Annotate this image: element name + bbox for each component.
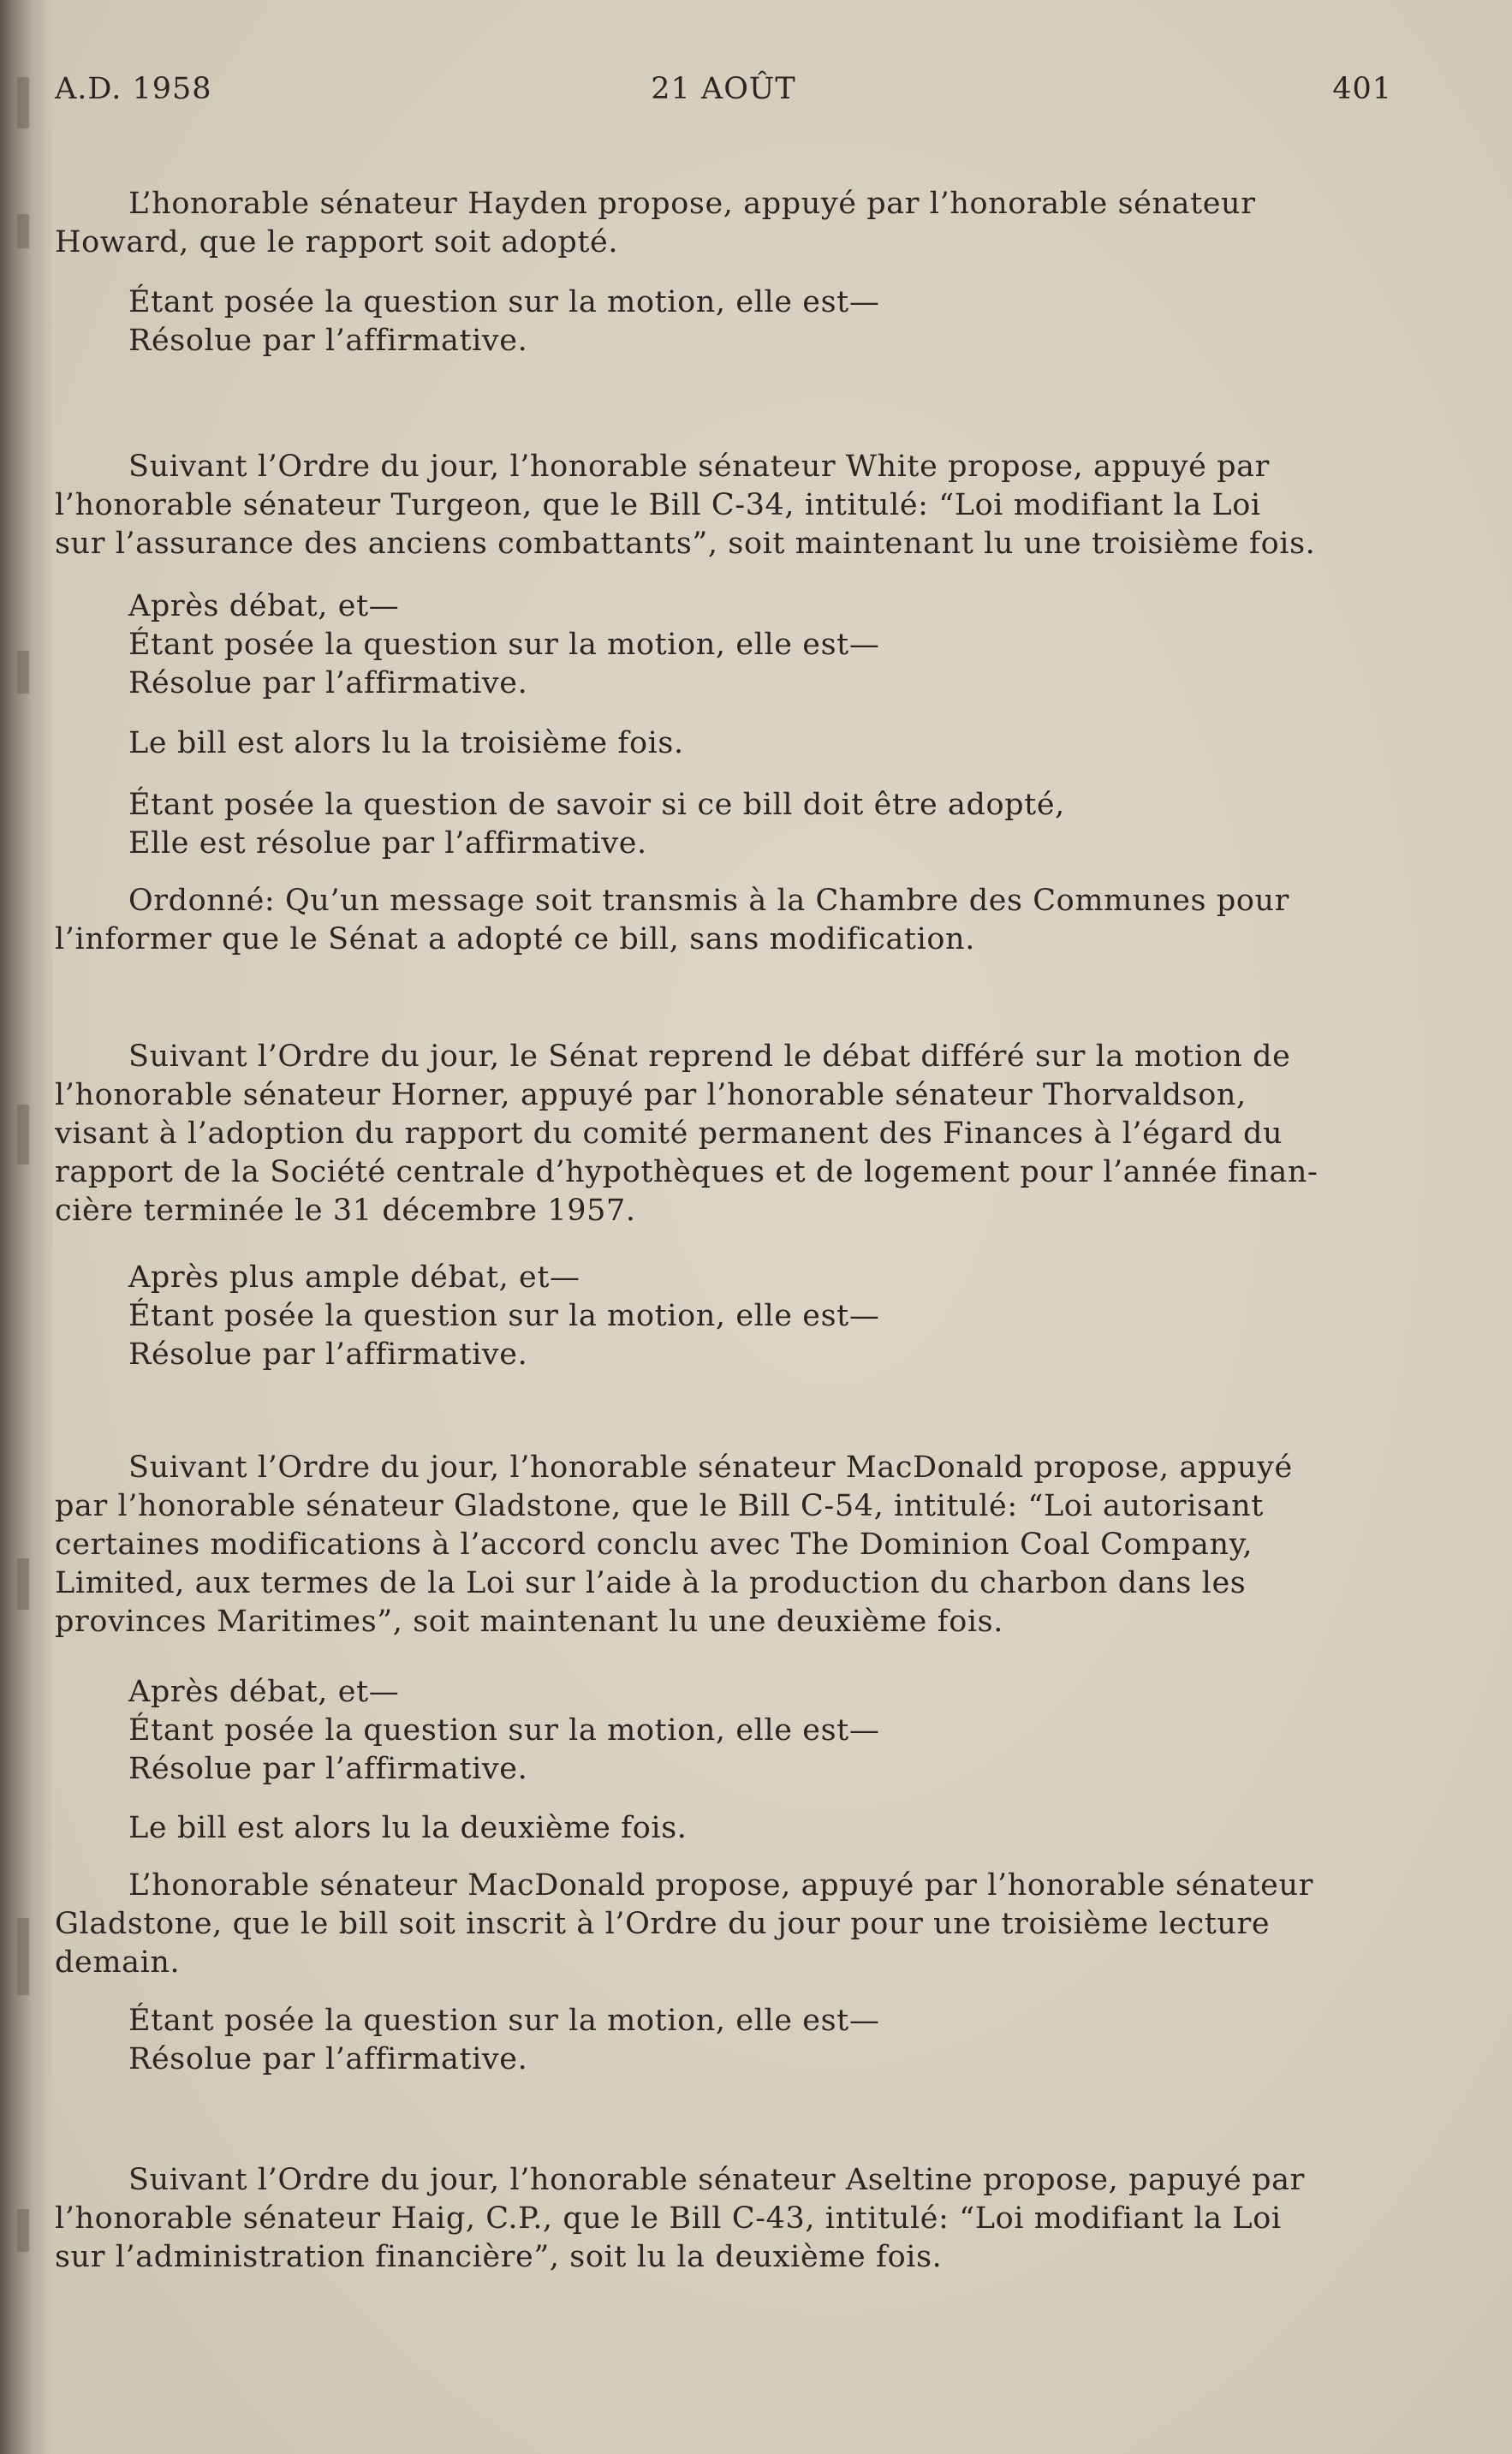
paragraph-hayden-motion: L’honorable sénateur Hayden propose, appuyé par l’honorable sénateur Howard, que le rapport soit adopté. bbox=[55, 187, 1256, 259]
header-year: A.D. 1958 bbox=[55, 72, 212, 106]
binding-mark bbox=[17, 77, 29, 128]
paragraph-bill-c34-motion: Suivant l’Ordre du jour, l’honorable sénateur White propose, appuyé par l’honorable sénateur Turgeon, que le Bill C-34, intitulé: “Loi modifiant la Loi sur l’assurance des anciens combattants”, soit maintenant lu une troisième fois. bbox=[55, 450, 1316, 561]
binding-mark bbox=[17, 2209, 29, 2252]
binding-mark bbox=[17, 214, 29, 248]
paragraph-horner-debate: Suivant l’Ordre du jour, le Sénat reprend le débat différé sur la motion de l’honorable sénateur Horner, appuyé par l’honorable sénateur Thorvaldson, visant à l’adoption du rapport du comité permanent des Finances à l’égard du rapport de la Société centrale d’hypothèques et de logement pour l’année finan- cière terminée le 31 décembre 1957. bbox=[55, 1039, 1319, 1228]
paragraph-second-reading: Le bill est alors lu la deuxième fois. bbox=[128, 1811, 688, 1845]
paragraph-bill-c43-motion: Suivant l’Ordre du jour, l’honorable sénateur Aseltine propose, papuyé par l’honorable sénateur Haig, C.P., que le Bill C-43, intitulé: “Loi modifiant la Loi sur l’administration financière”, soit lu la deuxième fois. bbox=[55, 2163, 1305, 2274]
binding-mark bbox=[17, 1105, 29, 1164]
binding-mark bbox=[17, 1558, 29, 1610]
paragraph-question-result: Étant posée la question sur la motion, elle est— Résolue par l’affirmative. bbox=[128, 285, 880, 358]
paragraph-third-reading-motion: L’honorable sénateur MacDonald propose, appuyé par l’honorable sénateur Gladstone, que le bill soit inscrit à l’Ordre du jour pour une troisième lecture demain. bbox=[55, 1868, 1313, 1980]
paragraph-third-reading: Le bill est alors lu la troisième fois. bbox=[128, 726, 684, 760]
binding-mark bbox=[17, 1918, 29, 1995]
paragraph-adoption-question: Étant posée la question de savoir si ce bill doit être adopté, Elle est résolue par l’affirmative. bbox=[128, 788, 1065, 861]
paragraph-bill-c54-motion: Suivant l’Ordre du jour, l’honorable sénateur MacDonald propose, appuyé par l’honorable sénateur Gladstone, que le Bill C-54, intitulé: “Loi autorisant certaines modifications à l’accord conclu avec The Dominion Coal Company, Limited, aux termes de la Loi sur l’aide à la production du charbon dans les provinces Maritimes”, soit maintenant lu une deuxième fois. bbox=[55, 1450, 1293, 1639]
page-binding-edge bbox=[0, 0, 53, 2454]
page-number: 401 bbox=[1332, 72, 1392, 106]
paragraph-motion-result: Étant posée la question sur la motion, elle est— Résolue par l’affirmative. bbox=[128, 2004, 880, 2076]
paragraph-message-order: Ordonné: Qu’un message soit transmis à la Chambre des Communes pour l’informer que le Sénat a adopté ce bill, sans modification. bbox=[55, 884, 1289, 956]
page-header bbox=[55, 72, 1392, 115]
binding-mark bbox=[17, 651, 29, 694]
paragraph-c54-debate-result: Après débat, et— Étant posée la question sur la motion, elle est— Résolue par l’affirmative. bbox=[128, 1675, 880, 1786]
paragraph-debate-result: Après débat, et— Étant posée la question sur la motion, elle est— Résolue par l’affirmative. bbox=[128, 589, 880, 700]
paragraph-further-debate-result: Après plus ample débat, et— Étant posée la question sur la motion, elle est— Résolue par l’affirmative. bbox=[128, 1260, 880, 1372]
header-date: 21 AOÛT bbox=[651, 72, 796, 106]
